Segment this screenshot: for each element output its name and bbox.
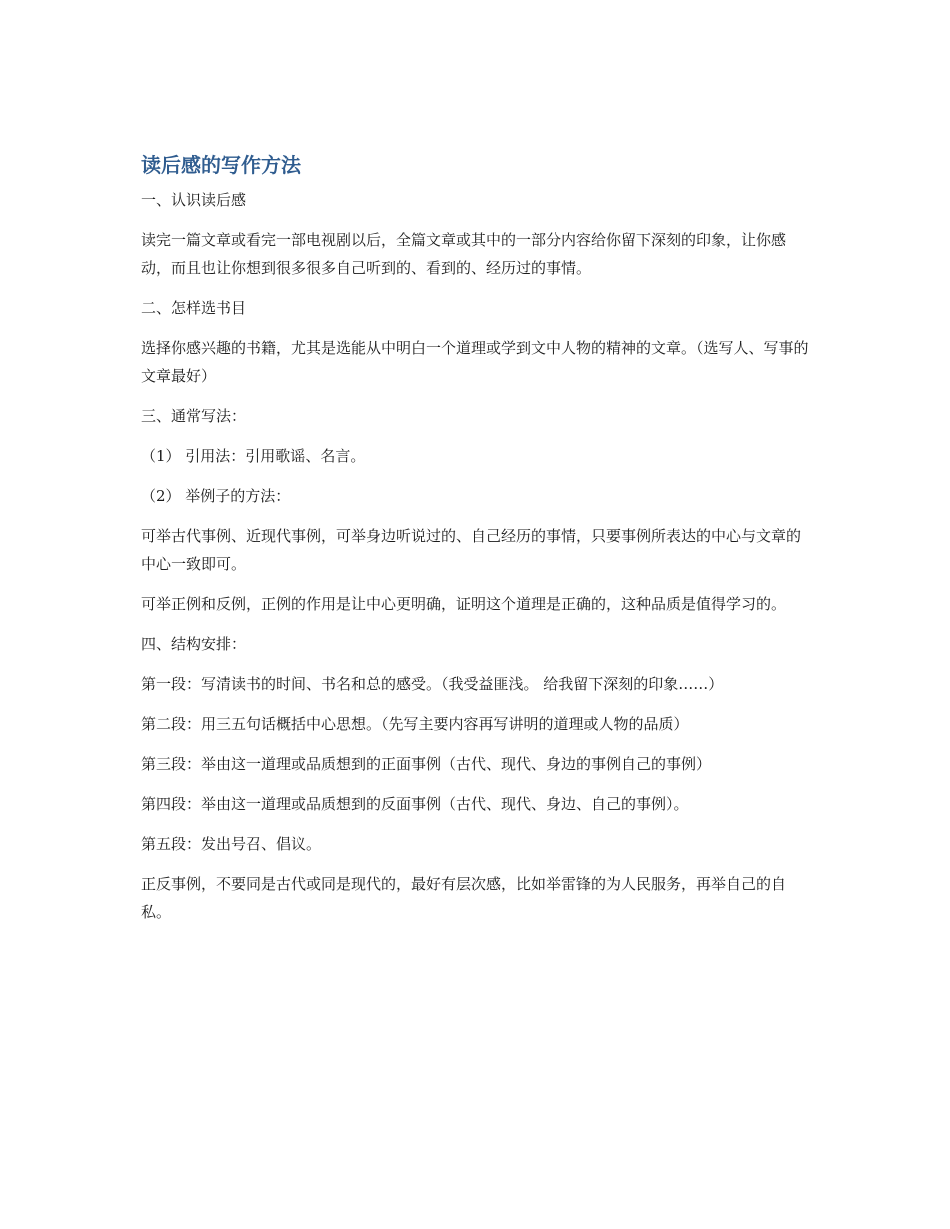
structure-item-4: 第四段：举由这一道理或品质想到的反面事例（古代、现代、身边、自己的事例）。 <box>141 795 689 813</box>
structure-item-1: 第一段：写清读书的时间、书名和总的感受。（我受益匪浅。 给我留下深刻的印象……） <box>141 675 724 693</box>
method-item-examples: （2） 举例子的方法： <box>141 487 291 505</box>
structure-item-3: 第三段：举由这一道理或品质想到的正面事例（古代、现代、身边的事例自己的事例） <box>141 755 712 773</box>
document-title: 读后感的写作方法 <box>141 153 301 177</box>
section-heading-choose-books: 二、怎样选书目 <box>141 299 247 317</box>
paragraph-positive-negative: 可举正例和反例，正例的作用是让中心更明确，证明这个道理是正确的，这种品质是值得学习的。 <box>141 595 787 613</box>
section-heading-recognize: 一、认识读后感 <box>141 191 247 209</box>
section-heading-methods: 三、通常写法： <box>141 407 247 425</box>
structure-item-5: 第五段：发出号召、倡议。 <box>141 835 322 853</box>
section-heading-structure: 四、结构安排： <box>141 635 247 653</box>
paragraph-definition: 读完一篇文章或看完一部电视剧以后，全篇文章或其中的一部分内容给你留下深刻的印象，让你感动，而且也让你想到很多很多自己听到的、看到的、经历过的事情。 <box>141 231 787 277</box>
paragraph-examples-types: 可举古代事例、近现代事例，可举身边听说过的、自己经历的事情，只要事例所表达的中心与文章的中心一致即可。 <box>141 527 802 573</box>
paragraph-closing-note: 正反事例，不要同是古代或同是现代的，最好有层次感，比如举雷锋的为人民服务，再举自己的自私。 <box>141 875 787 921</box>
method-item-quote: （1） 引用法：引用歌谣、名言。 <box>141 447 366 465</box>
structure-item-2: 第二段：用三五句话概括中心思想。（先写主要内容再写讲明的道理或人物的品质） <box>141 715 689 733</box>
paragraph-choose-books: 选择你感兴趣的书籍，尤其是选能从中明白一个道理或学到文中人物的精神的文章。（选写人、写事的文章最好） <box>141 339 809 385</box>
document-page <box>141 150 811 938</box>
